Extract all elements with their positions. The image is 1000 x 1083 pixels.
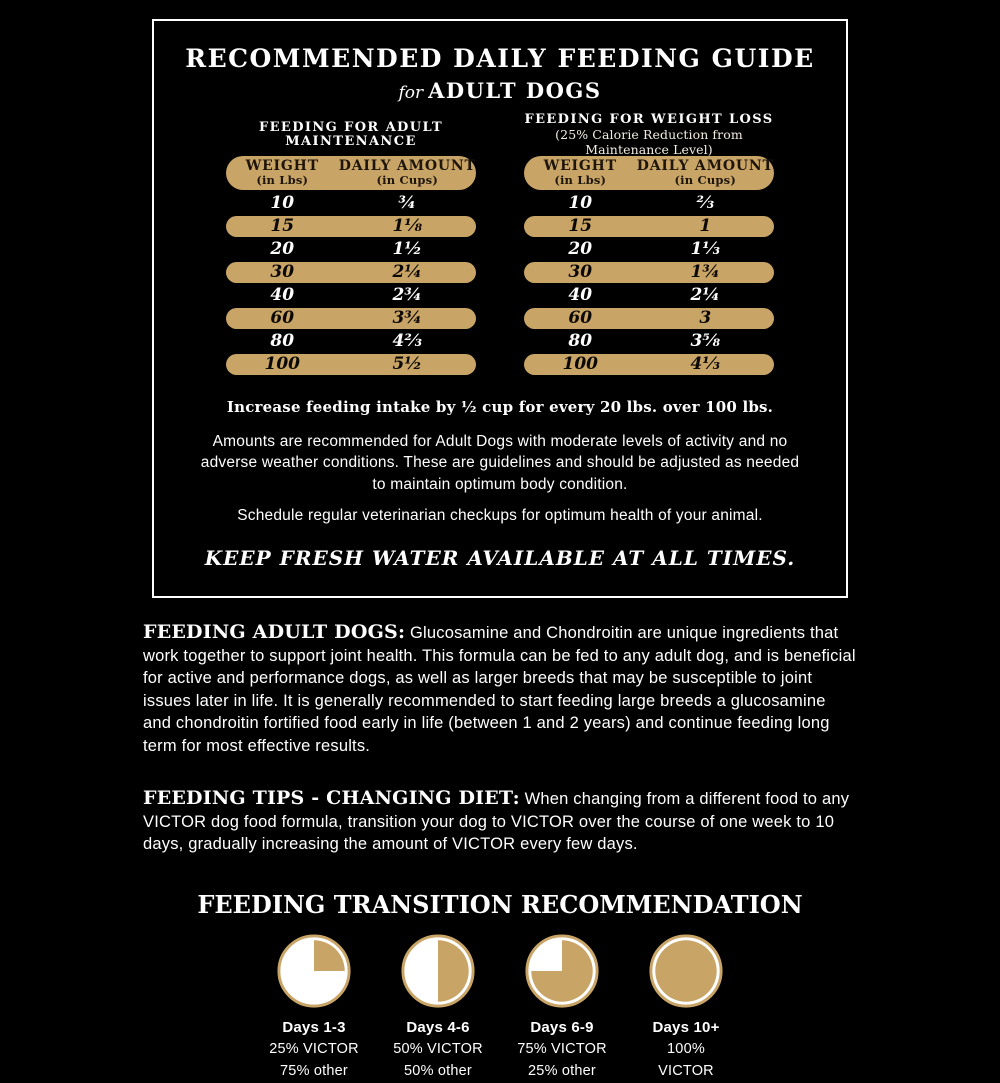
pie-chart-75-percent-icon bbox=[523, 932, 601, 1010]
table-row: 40 2¾ bbox=[270, 285, 423, 305]
weight-column-header: WEIGHT (in Lbs) bbox=[245, 158, 319, 187]
weight-loss-column-header bbox=[524, 156, 774, 190]
feeding-table-weight-loss bbox=[524, 111, 774, 377]
weight-loss-subheading-text: (25% Calorie Reduction from Maintenance Level) bbox=[555, 127, 743, 157]
transition-step-labels: Days 1-3 25% VICTOR 75% other bbox=[269, 1018, 359, 1079]
transition-step-days-4-6 bbox=[390, 932, 486, 1083]
section-feeding-adult-dogs bbox=[143, 619, 857, 758]
transition-pies bbox=[0, 932, 1000, 1083]
table-row: 60 3 bbox=[524, 308, 774, 329]
guide-subtitle bbox=[174, 78, 826, 103]
maintenance-rows bbox=[226, 193, 476, 375]
table-row: 10 ⅔ bbox=[568, 193, 715, 213]
transition-step-days-6-9 bbox=[514, 932, 610, 1083]
maintenance-heading-text: FEEDING FOR ADULT MAINTENANCE bbox=[258, 119, 444, 149]
section-heading: FEEDING TIPS - CHANGING DIET: bbox=[143, 786, 520, 809]
pie-chart-25-percent-icon bbox=[275, 932, 353, 1010]
feeding-table-maintenance bbox=[226, 117, 476, 377]
section-body: Glucosamine and Chondroitin are unique ingredients that work together to support joint health. This formula can be fed to any adult dog, and is beneficial for active and performance dogs, as well as larger breeds that may be susceptible to joint issues later in life. It is generally recommended to start feeding large breeds a glucosamine and chondroitin fortified food early in life (between 1 and 2 years) and continue feeding long term for most effective results. bbox=[143, 623, 856, 755]
guide-subtitle-dogs: ADULT DOGS bbox=[428, 77, 602, 103]
maintenance-column-header bbox=[226, 156, 476, 190]
guide-subtitle-for: for bbox=[398, 82, 424, 103]
table-row: 15 1⅛ bbox=[226, 216, 476, 237]
transition-step-labels: Days 4-6 50% VICTOR 50% other bbox=[393, 1018, 483, 1079]
table-row: 100 4⅓ bbox=[524, 354, 774, 375]
feeding-guide-box bbox=[152, 19, 848, 598]
weight-column-header: WEIGHT (in Lbs) bbox=[543, 158, 617, 187]
table-row: 10 ¾ bbox=[270, 193, 417, 213]
transition-step-days-10-plus bbox=[638, 932, 734, 1083]
weight-loss-heading-text: FEEDING FOR WEIGHT LOSS bbox=[524, 111, 774, 127]
fresh-water-notice: KEEP FRESH WATER AVAILABLE AT ALL TIMES. bbox=[204, 545, 796, 570]
table-row: 80 3⅝ bbox=[568, 331, 720, 351]
table-row: 40 2¼ bbox=[568, 285, 721, 305]
pie-chart-100-percent-icon bbox=[647, 932, 725, 1010]
table-row: 20 1⅓ bbox=[568, 239, 720, 259]
weight-loss-table-heading bbox=[524, 111, 774, 157]
transition-step-labels: Days 6-9 75% VICTOR 25% other bbox=[517, 1018, 607, 1079]
weight-loss-rows bbox=[524, 193, 774, 375]
transition-heading: FEEDING TRANSITION RECOMMENDATION bbox=[197, 889, 803, 919]
section-feeding-tips bbox=[143, 785, 857, 856]
table-row: 15 1 bbox=[524, 216, 774, 237]
transition-step-days-1-3 bbox=[266, 932, 362, 1083]
feeding-transition-section bbox=[0, 890, 1000, 1083]
table-row: 30 2¼ bbox=[226, 262, 476, 283]
table-row: 30 1¾ bbox=[524, 262, 774, 283]
table-row: 60 3¾ bbox=[226, 308, 476, 329]
maintenance-table-heading bbox=[226, 117, 476, 154]
table-row: 20 1½ bbox=[270, 239, 423, 259]
table-row: 80 4⅔ bbox=[270, 331, 422, 351]
feeding-tables bbox=[174, 111, 826, 377]
pie-chart-50-percent-icon bbox=[399, 932, 477, 1010]
transition-step-labels: Days 10+ 100% VICTOR bbox=[652, 1018, 720, 1079]
table-row: 100 5½ bbox=[226, 354, 476, 375]
section-body: When changing from a different food to any VICTOR dog food formula, transition your dog to VICTOR over the course of one week to 10 days, gradually increasing the amount of VICTOR every few days. bbox=[143, 789, 850, 854]
increase-feeding-note: Increase feeding intake by ½ cup for every 20 lbs. over 100 lbs. bbox=[226, 397, 774, 416]
section-heading: FEEDING ADULT DOGS: bbox=[143, 620, 406, 643]
amounts-recommended-note: Amounts are recommended for Adult Dogs with moderate levels of activity and no adverse weather conditions. These are guidelines and should be adjusted as needed to maintain optimum body condition. bbox=[200, 432, 800, 493]
guide-title: RECOMMENDED DAILY FEEDING GUIDE bbox=[185, 44, 815, 73]
amount-column-header: DAILY AMOUNT (in Cups) bbox=[636, 158, 774, 187]
amount-column-header: DAILY AMOUNT (in Cups) bbox=[338, 158, 476, 187]
veterinarian-checkup-note: Schedule regular veterinarian checkups for optimum health of your animal. bbox=[237, 506, 763, 524]
info-sections bbox=[143, 619, 857, 856]
